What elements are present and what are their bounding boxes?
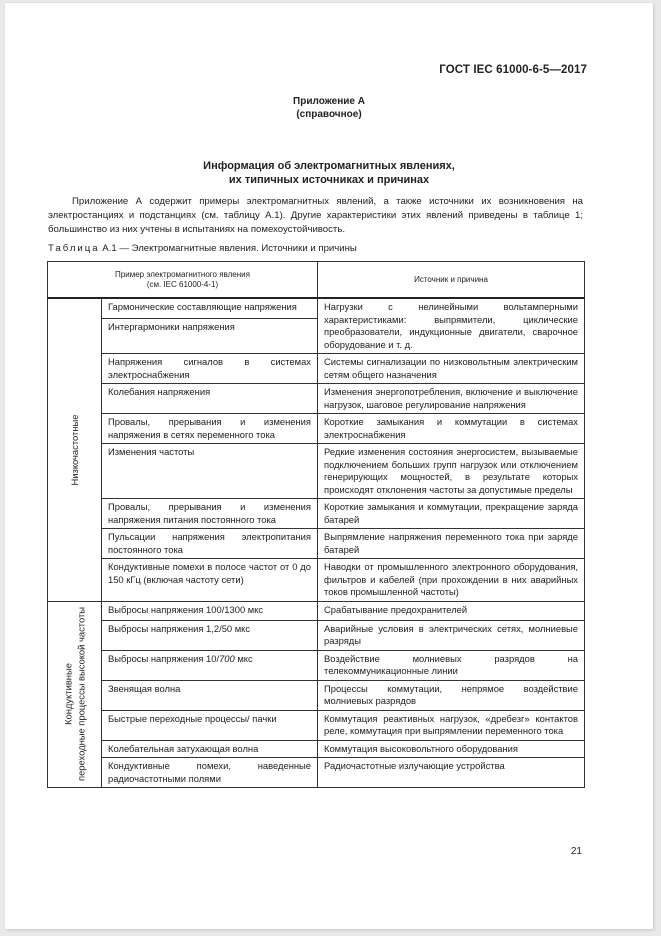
annex-subtitle: (справочное) [296, 109, 362, 120]
source-cell: Аварийные условия в электрических сетях, молниевые разряды [318, 620, 585, 650]
phenomenon-cell: Пульсации напряжения электропитания постоянного тока [102, 529, 318, 559]
phenomenon-cell: Выбросы напряжения 10/700 мкс [102, 650, 318, 680]
col-header-source: Источник и причина [318, 262, 585, 299]
table-row [48, 559, 585, 602]
page-number: 21 [570, 846, 582, 857]
standard-number: ГОСТ IEC 61000-6-5—2017 [439, 64, 587, 76]
phenomenon-cell: Кондуктивные помехи, наведенные радиочастотными полями [102, 758, 318, 788]
source-cell: Коммутация высоковольтного оборудования [318, 740, 585, 758]
source-cell: Короткие замыкания и коммутации, прекращение заряда батарей [318, 499, 585, 529]
source-cell: Срабатывание предохранителей [318, 601, 585, 620]
table-row [48, 650, 585, 680]
intro-paragraph: Приложение А содержит примеры электромагнитных явлений, а также источники их возникновения на электростанциях и подстанциях (см. таблицу А.1). Другие характеристики этих явлений приведены в таблице 1; большинство из них учтены в испытаниях на помехоустойчивость. [48, 196, 583, 235]
phenomenon-cell: Интергармоники напряжения [102, 318, 318, 353]
source-cell: Изменения энергопотребления, включение и выключение нагрузок, шаговое регулирование напряжения [318, 384, 585, 414]
phenomena-table [47, 261, 585, 788]
phenomenon-cell: Провалы, прерывания и изменения напряжения питания постоянного тока [102, 499, 318, 529]
table-row [48, 680, 585, 710]
table-row [48, 529, 585, 559]
section-heading-line1: Информация об электромагнитных явлениях, [203, 160, 455, 172]
source-cell: Процессы коммутации, непрямое воздействие молниевых разрядов [318, 680, 585, 710]
table-caption-text: А.1 — Электромагнитные явления. Источники и причины [102, 243, 357, 254]
phenomenon-cell: Звенящая волна [102, 680, 318, 710]
table-row [48, 384, 585, 414]
table-caption-label: Таблица [48, 243, 100, 254]
source-cell: Редкие изменения состояния энергосистем, вызываемые подключением больших групп нагрузок или отключением генерирующих мощностей, в результате которых происходят отклонения частоты за допустимые пределы [318, 444, 585, 499]
table-row [48, 298, 585, 318]
phenomenon-cell: Выбросы напряжения 1,2/50 мкс [102, 620, 318, 650]
phenomenon-cell: Кондуктивные помехи в полосе частот от 0 до 150 кГц (включая частоту сети) [102, 559, 318, 602]
table-row [48, 444, 585, 499]
source-cell: Радиочастотные излучающие устройства [318, 758, 585, 788]
table-row [48, 354, 585, 384]
source-cell: Наводки от промышленного электронного оборудования, фильтров и кабелей (при прохождении в них аварийных токов промышленной частоты) [318, 559, 585, 602]
col-header-phenomenon: Пример электромагнитного явления (см. IEC 61000-4-1) [48, 262, 318, 299]
table-header-row [48, 262, 585, 299]
phenomenon-cell: Изменения частоты [102, 444, 318, 499]
category-low-frequency: Низкочастотные [48, 298, 102, 601]
table-row [48, 499, 585, 529]
source-cell: Нагрузки с нелинейными вольтамперными характеристиками: выпрямители, циклические преобразователи, индукционные двигатели, сварочное оборудование и т. д. [318, 298, 585, 354]
phenomenon-cell: Колебания напряжения [102, 384, 318, 414]
table-row [48, 414, 585, 444]
table-row [48, 601, 585, 620]
phenomenon-cell: Провалы, прерывания и изменения напряжения в сетях переменного тока [102, 414, 318, 444]
section-heading-line2: их типичных источниках и причинах [228, 174, 430, 186]
phenomenon-cell: Гармонические составляющие напряжения [102, 298, 318, 318]
annex-heading [5, 95, 653, 121]
phenomenon-cell: Выбросы напряжения 100/1300 мкс [102, 601, 318, 620]
table-row [48, 740, 585, 758]
table-row [48, 710, 585, 740]
table-row [48, 758, 585, 788]
table-row [48, 620, 585, 650]
category-hf-transients: Кондуктивные переходные процессы высокой частоты [48, 601, 102, 788]
source-cell: Выпрямление напряжения переменного тока при заряде батарей [318, 529, 585, 559]
section-heading [5, 159, 653, 187]
source-cell: Системы сигнализации по низковольтным электрическим сетям общего назначения [318, 354, 585, 384]
source-cell: Короткие замыкания и коммутации в системах электроснабжения [318, 414, 585, 444]
source-cell: Воздействие молниевых разрядов на телекоммуникационные линии [318, 650, 585, 680]
annex-title: Приложение А [293, 96, 365, 107]
phenomenon-cell: Напряжения сигналов в системах электроснабжения [102, 354, 318, 384]
phenomenon-cell: Быстрые переходные процессы/ пачки [102, 710, 318, 740]
phenomenon-cell: Колебательная затухающая волна [102, 740, 318, 758]
document-page [5, 3, 653, 929]
source-cell: Коммутация реактивных нагрузок, «дребезг» контактов реле, коммутация при выпрямлении переменного тока [318, 710, 585, 740]
table-caption [48, 243, 357, 254]
